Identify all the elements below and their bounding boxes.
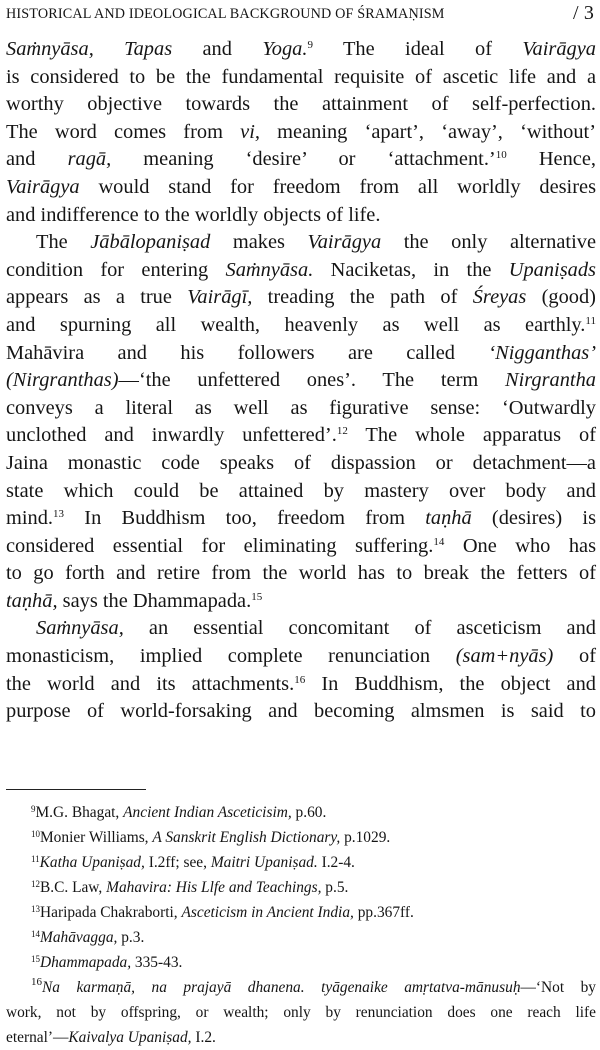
text-line: Vairāgya would stand for freedom from all worldly desires [6,175,596,198]
text-line: condition for entering Saṁnyāsa. Naciketas, in the Upaniṣads [6,258,596,281]
text-line: purpose of world-forsaking and becoming almsmen is said to [6,700,596,723]
footnote-16-continued: work, not by offspring, or wealth; only by renunciation does one reach life [6,1004,596,1021]
footnote-ref-16: 16 [294,673,306,686]
footnote-13: $^{13}$Haripada Chakraborti, Asceticism in Ancient India, pp.367ff. [31,904,414,921]
footnote-ref-15: 15 [251,590,263,603]
text-line: and spurning all wealth, heavenly as well as earthly.$^{11}$ [6,313,596,336]
text-line: to go forth and retire from the world has to break the fetters of [6,562,596,585]
footnote-16: $^{16}$Na karmaṇā, na prajayā dhanena. tyāgenaike amṛtatva-mānusuḥ—‘Not by [31,976,596,996]
footnote-14: $^{14}$Mahāvagga, p.3. [31,929,145,946]
footnote-12: $^{12}$B.C. Law, Mahavira: His Llfe and Teachings, p.5. [31,879,349,896]
text-line: and indifference to the worldly objects of life. [6,203,381,226]
text-line: The word comes from vi, meaning ‘apart’, ‘away’, ‘without’ [6,120,596,143]
running-title: HISTORICAL AND IDEOLOGICAL BACKGROUND OF ŚRAMAṆISM [6,6,445,22]
text-line: mind.$^{13}$ In Buddhism too, freedom from taṇhā (desires) is [6,507,597,530]
text-line: monasticism, implied complete renunciation (sam+nyās) of [6,645,596,668]
text-line: taṇhā, says the Dhammapada.$^{15}$ [6,589,263,612]
text-line: The Jābālopaniṣad makes Vairāgya the only alternative [36,231,596,254]
text-line: Jaina monastic code speaks of dispassion or detachment—a [6,451,596,474]
footnote-ref-10: 10 [495,149,507,162]
text-line: conveys a literal as well as figurative sense: ‘Outwardly [6,396,596,419]
main-text [6,36,596,726]
text-line: is considered to be the fundamental requisite of ascetic life and a [6,65,596,88]
footnote-ref-13: 13 [53,508,65,521]
text-line: Saṁnyāsa, Tapas and Yoga.$^9$ The ideal of Vairāgya [6,38,596,60]
text-line: Saṁnyāsa, an essential concomitant of asceticism and [36,617,596,640]
page-number: / 3 [572,2,594,24]
footnote-divider [6,789,146,790]
text-line: worthy objective towards the attainment of self-perfection. [6,93,596,116]
text-line: (Nirgranthas)—‘the unfettered ones’. The term Nirgrantha [6,369,596,392]
footnote-ref-9: 9 [307,39,313,51]
text-line: considered essential for eliminating suffering.$^{14}$ One who has [6,534,596,557]
text-line: unclothed and inwardly unfettered’.$^{12}$ The whole apparatus of [6,424,596,447]
footnote-15: $^{15}$Dhammapada, 335-43. [31,954,183,971]
footnotes [6,800,596,1050]
footnote-11: $^{11}$Katha Upaniṣad, I.2ff; see, Maitri Upaniṣad. I.2-4. [31,854,355,871]
footnote-16-continued: eternal’—Kaivalya Upaniṣad, I.2. [6,1029,216,1046]
text-line: the world and its attachments.$^{16}$ In Buddhism, the object and [6,672,596,695]
text-line: appears as a true Vairāgī, treading the path of Śreyas (good) [6,286,596,309]
footnote-ref-12: 12 [336,425,348,438]
running-header [6,2,596,28]
footnote-10: $^{10}$Monier Williams, A Sanskrit English Dictionary, p.1029. [31,829,391,846]
text-line: and ragā, meaning ‘desire’ or ‘attachment.’$^{10}$ Hence, [6,148,596,171]
footnote-ref-11: 11 [585,314,596,327]
text-line: Mahāvira and his followers are called ‘Nigganthas’ [6,341,596,364]
text-line: state which could be attained by mastery over body and [6,479,596,502]
footnote-ref-14: 14 [433,535,445,548]
footnote-9: $^9$M.G. Bhagat, Ancient Indian Asceticisim, p.60. [31,804,327,821]
